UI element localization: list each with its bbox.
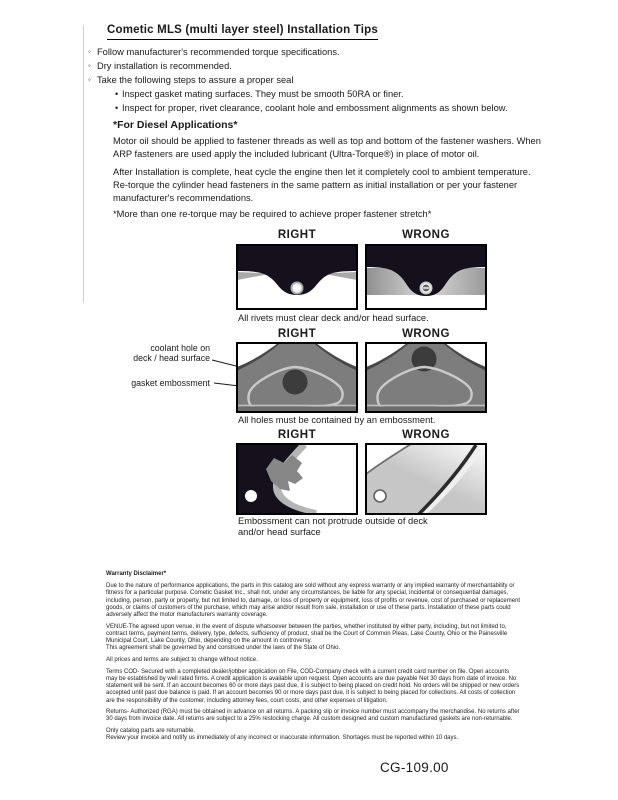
circle-bullet-icon: ◦	[88, 47, 91, 56]
tip-text: Dry installation is recommended.	[97, 61, 232, 71]
list-item	[115, 101, 588, 115]
diesel-applications-heading: *For Diesel Applications*	[113, 119, 238, 131]
list-item	[88, 59, 588, 73]
annotation-text: deck / head surface	[133, 352, 210, 363]
warranty-paragraph: VENUE-The agreed upon venue, in the event of dispute whatsoever between the parties, whether instituted by either party, including, but not limited to, contract terms, payment terms, delivery, type, defects, sufficiency of product, shall be the Court of Common Pleas, Lake County, Ohio or the Painesville Municipal Court, Lake County, Ohio, depending on the amount in controversy.	[106, 623, 508, 645]
caption-text: and/or head surface	[238, 527, 321, 537]
tip-text: Follow manufacturer's recommended torque specifications.	[97, 47, 340, 57]
list-item	[88, 45, 588, 59]
list-item	[88, 73, 588, 87]
warranty-paragraph: Only catalog parts are returnable.	[106, 728, 196, 735]
caption-text: Embossment can not protrude outside of deck	[238, 516, 428, 526]
row3-wrong-label: WRONG	[402, 429, 450, 441]
row2-right-label: RIGHT	[277, 328, 317, 340]
row2-right-diagram	[236, 342, 358, 418]
warranty-heading: Warranty Disclaimer*	[106, 571, 167, 577]
page-number: CG-109.00	[380, 760, 449, 775]
tip-text: Inspect for proper, rivet clearance, coolant hole and embossment alignments as shown below.	[122, 103, 508, 113]
gasket-embossment-annotation: gasket embossment	[131, 378, 210, 388]
warranty-paragraph: Review your invoice and notify us immediately of any incorrect or inaccurate information. Shortages must be reported within 10 days.	[106, 735, 459, 742]
circle-bullet-icon: ◦	[88, 75, 91, 84]
row3-right-diagram	[236, 443, 358, 520]
retorque-note: *More than one re-torque may be required to achieve proper fastener stretch*	[113, 209, 432, 219]
warranty-disclaimer-section	[106, 571, 522, 743]
page-title: Cometic MLS (multi layer steel) Installation Tips	[107, 24, 378, 40]
row1-right-label: RIGHT	[277, 229, 317, 241]
row1-wrong-diagram	[365, 244, 487, 315]
tip-text: Take the following steps to assure a proper seal	[97, 75, 294, 85]
row1-right-diagram	[236, 244, 358, 315]
warranty-paragraph: Terms COD- Secured with a completed dealer/jobber application on File, COD-Company check with a current credit card number on file. Open accounts may be established by well rated firms. A credit application is available upon request. Open accounts are due payable Net 30 days from date of invoice. No statement will be sent. If an account becomes 60 or more days past due, it is subject to being placed on credit hold. No orders will be shipped or new orders accepted until past due balance is paid. If an account becomes 90 or more days past due, it is subject to being placed for collections. All costs of collection are the responsibility of the customer, including attorney fees, court costs, and other expenses of litigation.	[106, 668, 520, 704]
dot-bullet-icon: •	[115, 89, 119, 99]
tip-text: Inspect gasket mating surfaces. They must be smooth 50RA or finer.	[122, 89, 404, 99]
dot-bullet-icon: •	[115, 103, 119, 113]
row1-wrong-label: WRONG	[402, 229, 450, 241]
row1-caption: All rivets must clear deck and/or head surface.	[238, 313, 429, 323]
diesel-paragraph-1: Motor oil should be applied to fastener threads as well as top and bottom of the fastener washers. When ARP fasteners are used apply the included lubricant (Ultra-Torque®) in place of motor oil.	[113, 136, 541, 159]
scan-artifact-line	[83, 25, 84, 303]
warranty-paragraph: Due to the nature of performance applications, the parts in this catalog are sold without any express warranty or any implied warranty of merchantability or fitness for a particular purpose. Cometic Gasket Inc., shall not, under any circumstances, be liable for any special, incidental or consequential damages, including, person, party or property, but not limited to, damage, or loss of property or equipment, loss of profits or revenue, cost of purchased or replacement goods, or claims of customers of the purchase, which may arise and/or result from sale, installation or use of these parts. Installation of these parts could adversely affect the motor manufacturers warranty coverage.	[106, 583, 521, 619]
row2-wrong-diagram	[365, 342, 487, 418]
annotation-text: coolant hole on	[150, 343, 210, 353]
warranty-paragraph: All prices and terms are subject to change without notice.	[106, 657, 258, 664]
coolant-hole-annotation	[80, 344, 210, 363]
row3-wrong-diagram	[365, 443, 487, 520]
warranty-paragraph: This agreement shall be governed by and construed under the laws of the State of Ohio.	[106, 645, 341, 652]
row2-caption: All holes must be contained by an embossment.	[238, 415, 436, 425]
list-item	[115, 87, 588, 101]
row3-caption	[238, 516, 428, 538]
row3-right-label: RIGHT	[277, 429, 317, 441]
installation-tips-list	[88, 45, 588, 115]
row2-wrong-label: WRONG	[402, 328, 450, 340]
circle-bullet-icon: ◦	[88, 61, 91, 70]
warranty-paragraph: Returns- Authorized (RGA) must be obtained in advance on all returns. A packing slip or invoice number must accompany the merchandise. No returns after 30 days from invoice date. All returns are subject to a 25% restocking charge. All custom designed and custom manufactured gaskets are non-returnable.	[106, 709, 520, 723]
diesel-paragraph-2: After Installation is complete, heat cycle the engine then let it completely cool to ambient temperature. Re-torque the cylinder head fasteners in the same pattern as initial installation or per your fastener manufacturer's recommendations.	[113, 167, 531, 203]
